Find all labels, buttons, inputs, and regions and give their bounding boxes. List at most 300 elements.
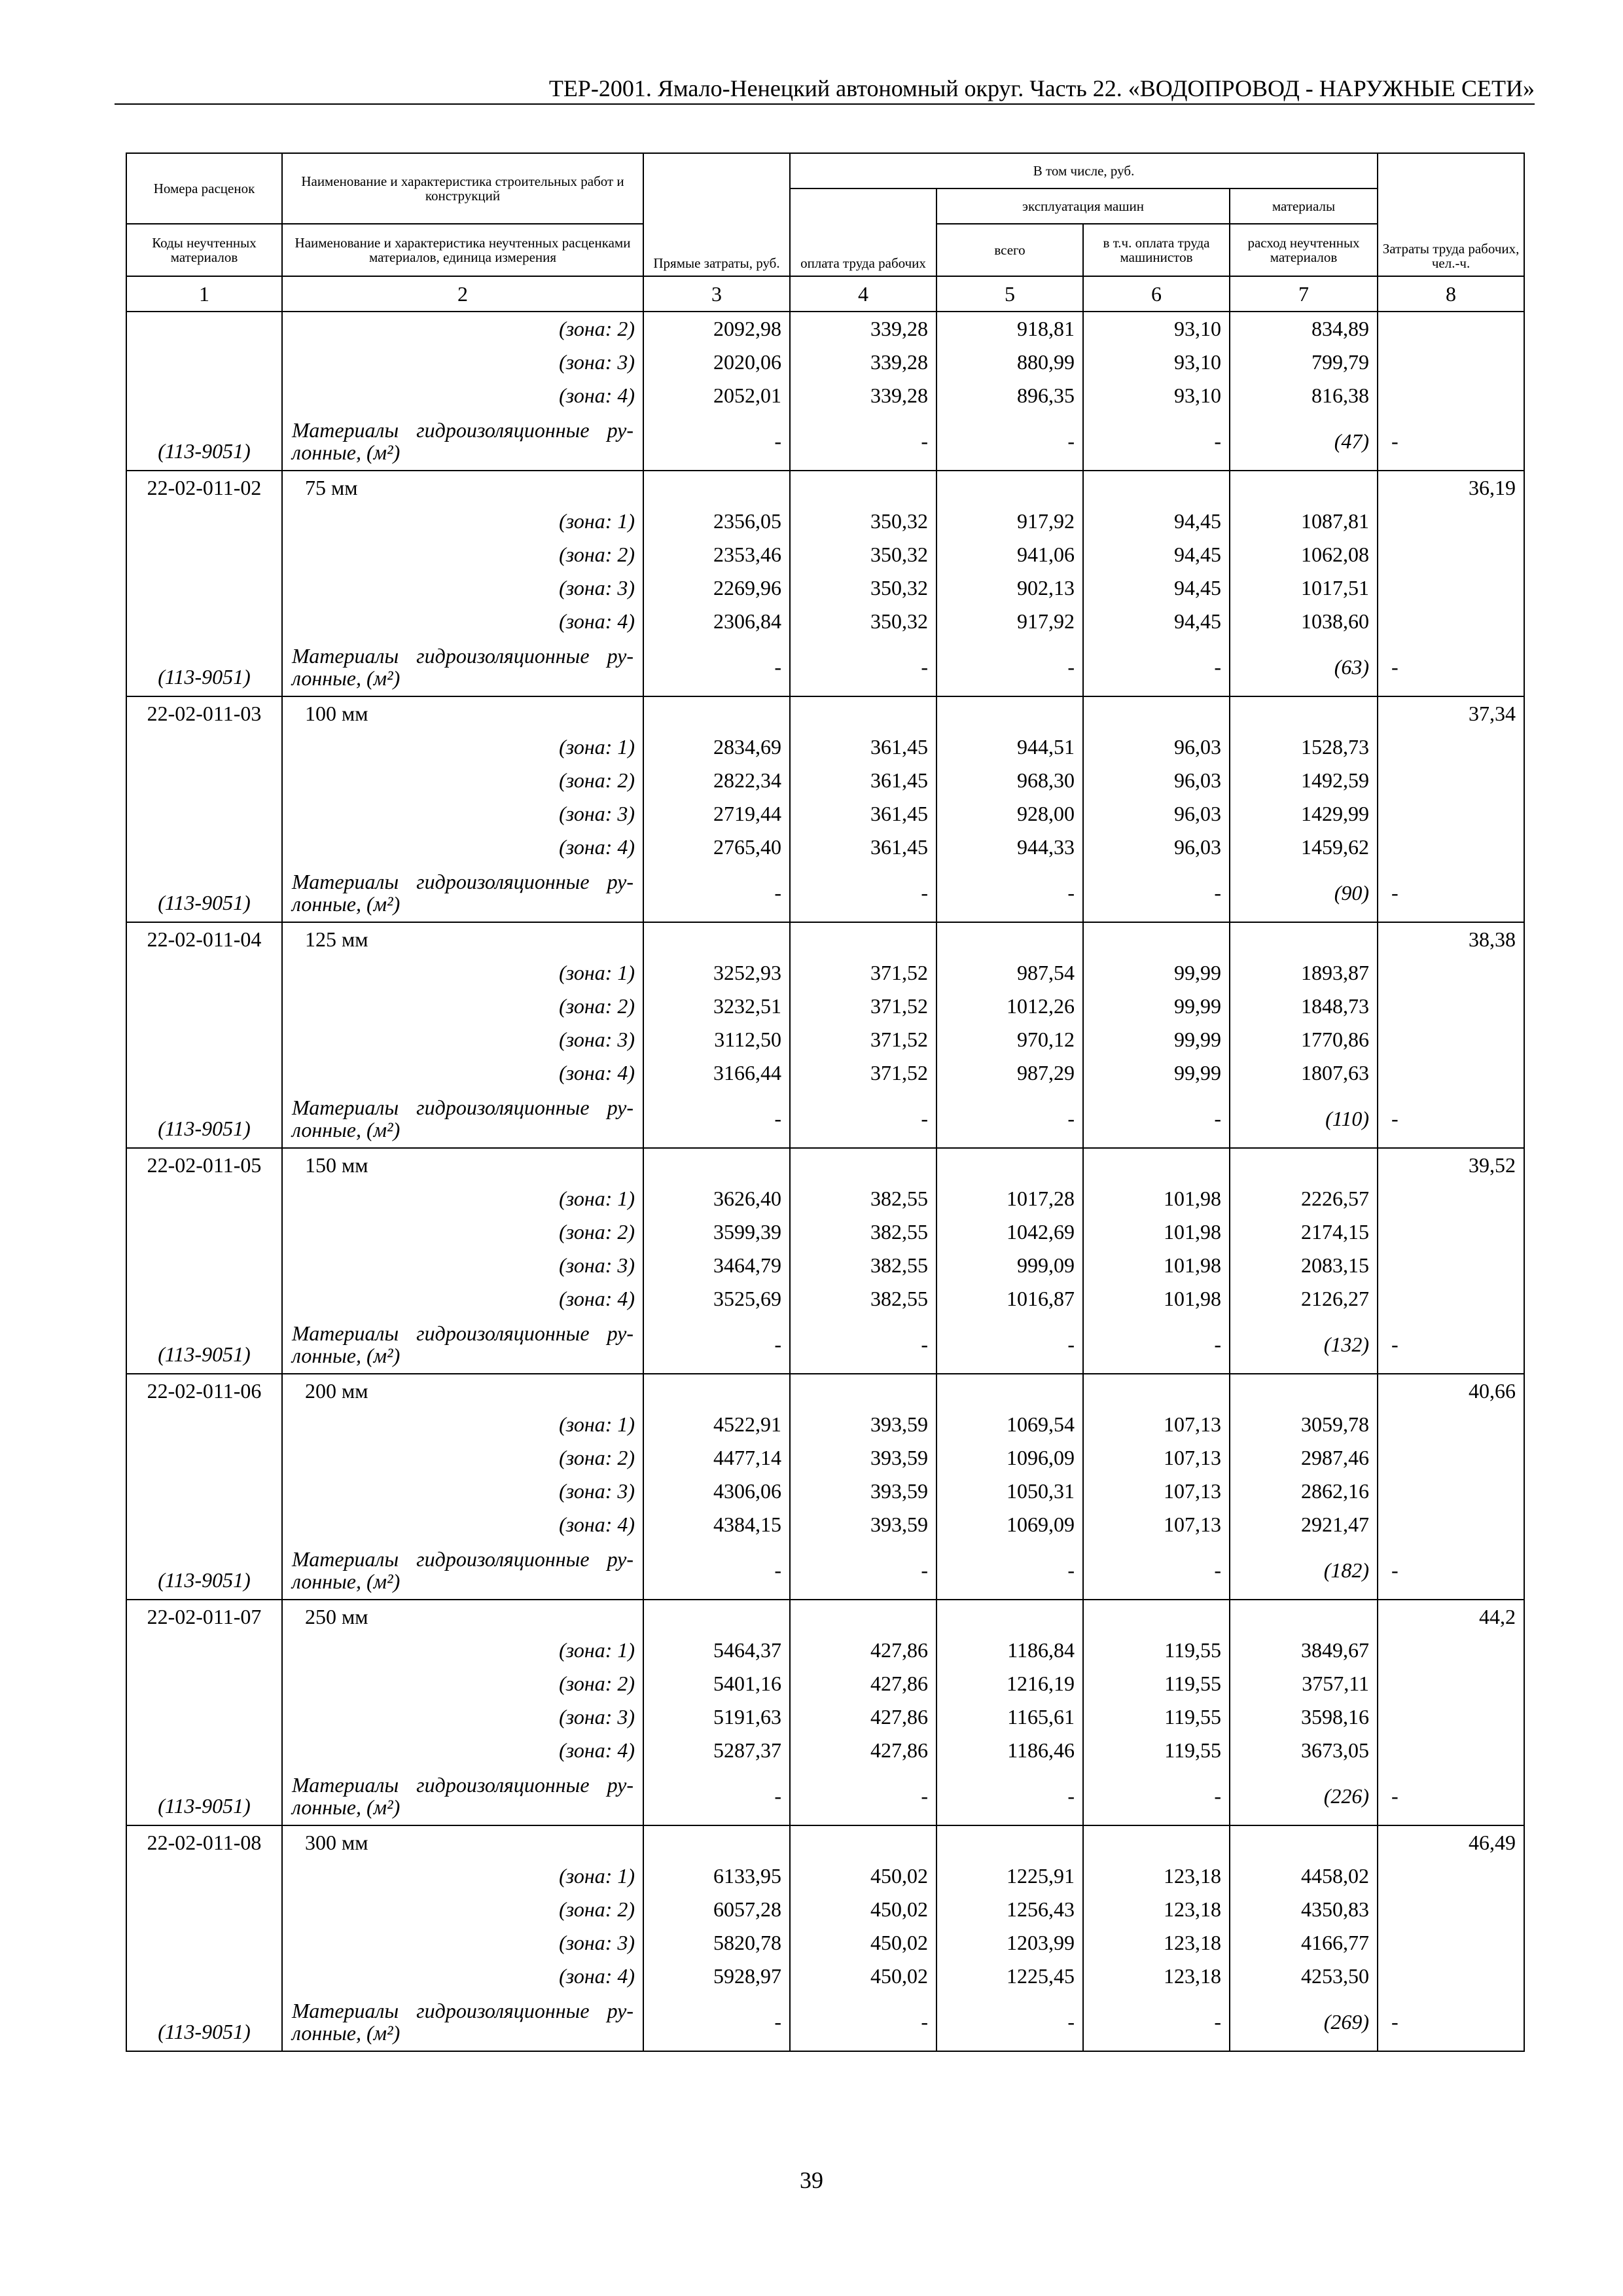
direct-costs-dash: - — [643, 1316, 790, 1374]
empty-cell — [1378, 1859, 1524, 1893]
zone-label: (зона: 1) — [282, 1408, 643, 1441]
material-name-word: ру- — [607, 644, 633, 668]
zone-row — [126, 1634, 1524, 1667]
header-materials: материалы — [1230, 188, 1378, 224]
material-row — [126, 1541, 1524, 1600]
empty-cell — [126, 379, 282, 412]
materials-cost: 1893,87 — [1230, 956, 1378, 990]
machinist-wage: 93,10 — [1083, 346, 1230, 379]
rate-name: 100 мм — [282, 696, 643, 730]
empty-cell — [126, 797, 282, 831]
zone-label: (зона: 3) — [282, 1023, 643, 1056]
material-name-word: ру- — [607, 1773, 633, 1797]
wage-cost: 371,52 — [790, 1023, 936, 1056]
material-quantity: (63) — [1230, 638, 1378, 696]
machines-total: 987,54 — [936, 956, 1083, 990]
machines-total: 1069,54 — [936, 1408, 1083, 1441]
zone-row — [126, 1508, 1524, 1541]
material-name — [282, 412, 643, 471]
machines-total: 902,13 — [936, 571, 1083, 605]
rate-name: 75 мм — [282, 471, 643, 505]
empty-cell — [126, 1182, 282, 1215]
material-name-word: гидроизоляционные — [416, 1773, 590, 1797]
empty-cell — [790, 696, 936, 730]
material-name-word: гидроизоляционные — [416, 644, 590, 668]
zone-row — [126, 797, 1524, 831]
rate-code: 22-02-011-04 — [126, 922, 282, 956]
zone-row — [126, 1408, 1524, 1441]
wage-cost: 361,45 — [790, 764, 936, 797]
empty-cell — [1083, 922, 1230, 956]
material-row — [126, 1090, 1524, 1148]
empty-cell — [126, 312, 282, 346]
direct-costs: 3525,69 — [643, 1282, 790, 1316]
wage-cost: 361,45 — [790, 831, 936, 864]
zone-row — [126, 505, 1524, 538]
machines-total: 917,92 — [936, 505, 1083, 538]
labor-cost: 38,38 — [1378, 922, 1524, 956]
machinist-wage: 107,13 — [1083, 1508, 1230, 1541]
empty-cell — [1378, 1960, 1524, 1993]
empty-cell — [126, 1926, 282, 1960]
materials-cost: 1492,59 — [1230, 764, 1378, 797]
table-header — [126, 153, 1524, 312]
empty-cell — [790, 1374, 936, 1408]
material-quantity: (110) — [1230, 1090, 1378, 1148]
machinist-wage: 123,18 — [1083, 1859, 1230, 1893]
empty-cell — [1230, 471, 1378, 505]
material-name-line: лонные, (м²) — [292, 1795, 401, 1819]
wage-cost: 393,59 — [790, 1441, 936, 1475]
machines-total: 1017,28 — [936, 1182, 1083, 1215]
empty-cell — [1378, 1634, 1524, 1667]
empty-cell — [1378, 1408, 1524, 1441]
direct-costs-dash: - — [643, 412, 790, 471]
document-title: ТЕР-2001. Ямало-Ненецкий автономный округ. Часть 22. «ВОДОПРОВОД - НАРУЖНЫЕ СЕТИ» — [548, 75, 1535, 101]
material-name — [282, 1541, 643, 1600]
header-direct-costs: Прямые затраты, руб. — [643, 153, 790, 276]
machines-total: 999,09 — [936, 1249, 1083, 1282]
zone-label: (зона: 4) — [282, 1056, 643, 1090]
labor-cost: 39,52 — [1378, 1148, 1524, 1182]
zone-row — [126, 990, 1524, 1023]
wage-cost: 393,59 — [790, 1408, 936, 1441]
rate-code: 22-02-011-05 — [126, 1148, 282, 1182]
zone-label: (зона: 1) — [282, 956, 643, 990]
empty-cell — [643, 471, 790, 505]
zone-label: (зона: 3) — [282, 571, 643, 605]
empty-cell — [936, 1148, 1083, 1182]
machines-dash: - — [936, 1541, 1083, 1600]
materials-cost: 1038,60 — [1230, 605, 1378, 638]
empty-cell — [790, 471, 936, 505]
wage-cost: 350,32 — [790, 505, 936, 538]
header-material-names: Наименование и характеристика неучтенных расценками материалов, единица измерения — [282, 224, 643, 276]
empty-cell — [126, 730, 282, 764]
machinist-wage: 101,98 — [1083, 1249, 1230, 1282]
empty-cell — [1378, 956, 1524, 990]
materials-cost: 3673,05 — [1230, 1734, 1378, 1767]
rate-name: 150 мм — [282, 1148, 643, 1182]
empty-cell — [1230, 1148, 1378, 1182]
empty-cell — [126, 346, 282, 379]
wage-cost: 393,59 — [790, 1475, 936, 1508]
machines-total: 970,12 — [936, 1023, 1083, 1056]
empty-cell — [126, 1508, 282, 1541]
zone-label: (зона: 4) — [282, 1282, 643, 1316]
empty-cell — [1083, 1148, 1230, 1182]
machinist-wage: 119,55 — [1083, 1734, 1230, 1767]
column-number: 8 — [1378, 276, 1524, 312]
materials-cost: 3598,16 — [1230, 1700, 1378, 1734]
zone-row — [126, 1700, 1524, 1734]
empty-cell — [126, 990, 282, 1023]
empty-cell — [1378, 1700, 1524, 1734]
empty-cell — [126, 1023, 282, 1056]
empty-cell — [643, 1825, 790, 1859]
material-row — [126, 1316, 1524, 1374]
zone-row — [126, 1667, 1524, 1700]
machines-total: 1042,69 — [936, 1215, 1083, 1249]
material-code: (113-9051) — [126, 1541, 282, 1600]
direct-costs-dash: - — [643, 1090, 790, 1148]
wage-cost: 339,28 — [790, 379, 936, 412]
materials-cost: 4458,02 — [1230, 1859, 1378, 1893]
machines-total: 1203,99 — [936, 1926, 1083, 1960]
empty-cell — [936, 922, 1083, 956]
material-name-word: Материалы — [292, 1547, 399, 1571]
machines-total: 968,30 — [936, 764, 1083, 797]
materials-cost: 2987,46 — [1230, 1441, 1378, 1475]
material-name — [282, 638, 643, 696]
material-row — [126, 1767, 1524, 1825]
wage-cost: 371,52 — [790, 956, 936, 990]
empty-cell — [126, 1475, 282, 1508]
labor-cost: 46,49 — [1378, 1825, 1524, 1859]
zone-label: (зона: 4) — [282, 379, 643, 412]
machinist-wage: 93,10 — [1083, 312, 1230, 346]
machines-total: 1186,84 — [936, 1634, 1083, 1667]
empty-cell — [126, 1408, 282, 1441]
material-name-line: лонные, (м²) — [292, 1118, 401, 1141]
wage-dash: - — [790, 412, 936, 471]
empty-cell — [1083, 1374, 1230, 1408]
material-name-word: ру- — [607, 1999, 633, 2022]
materials-cost: 799,79 — [1230, 346, 1378, 379]
rate-name: 250 мм — [282, 1600, 643, 1634]
machinist-wage: 96,03 — [1083, 764, 1230, 797]
zone-row — [126, 346, 1524, 379]
wage-dash: - — [790, 864, 936, 922]
machines-total: 944,33 — [936, 831, 1083, 864]
labor-dash: - — [1378, 1316, 1524, 1374]
direct-costs: 2719,44 — [643, 797, 790, 831]
machines-total: 1096,09 — [936, 1441, 1083, 1475]
empty-cell — [1083, 1825, 1230, 1859]
labor-dash: - — [1378, 412, 1524, 471]
column-number: 2 — [282, 276, 643, 312]
materials-cost: 1087,81 — [1230, 505, 1378, 538]
direct-costs: 6133,95 — [643, 1859, 790, 1893]
machines-dash: - — [936, 1316, 1083, 1374]
zone-label: (зона: 4) — [282, 1508, 643, 1541]
material-name-word: гидроизоляционные — [416, 1321, 590, 1345]
material-name-word: ру- — [607, 870, 633, 893]
labor-dash: - — [1378, 1767, 1524, 1825]
direct-costs: 3252,93 — [643, 956, 790, 990]
machinist-dash: - — [1083, 1767, 1230, 1825]
empty-cell — [126, 505, 282, 538]
material-name-line: лонные, (м²) — [292, 892, 401, 916]
empty-cell — [643, 1148, 790, 1182]
machinist-dash: - — [1083, 1541, 1230, 1600]
zone-label: (зона: 1) — [282, 1859, 643, 1893]
materials-cost: 4253,50 — [1230, 1960, 1378, 1993]
machinist-wage: 101,98 — [1083, 1182, 1230, 1215]
empty-cell — [126, 956, 282, 990]
material-name-word: гидроизоляционные — [416, 1999, 590, 2022]
empty-cell — [643, 696, 790, 730]
machines-dash: - — [936, 1767, 1083, 1825]
wage-cost: 371,52 — [790, 1056, 936, 1090]
empty-cell — [126, 605, 282, 638]
material-code: (113-9051) — [126, 1090, 282, 1148]
rate-title-row — [126, 922, 1524, 956]
material-name-word: ру- — [607, 1321, 633, 1345]
zone-row — [126, 1859, 1524, 1893]
page-header — [115, 71, 1535, 105]
material-name — [282, 1090, 643, 1148]
material-name-word: Материалы — [292, 1096, 399, 1119]
machinist-wage: 123,18 — [1083, 1926, 1230, 1960]
machinist-wage: 96,03 — [1083, 831, 1230, 864]
material-name-word: гидроизоляционные — [416, 1096, 590, 1119]
zone-row — [126, 1282, 1524, 1316]
machinist-wage: 107,13 — [1083, 1475, 1230, 1508]
empty-cell — [126, 571, 282, 605]
machines-total: 1256,43 — [936, 1893, 1083, 1926]
machinist-dash: - — [1083, 412, 1230, 471]
empty-cell — [1378, 538, 1524, 571]
machinist-dash: - — [1083, 864, 1230, 922]
material-name-word: Материалы — [292, 1999, 399, 2022]
machinist-wage: 107,13 — [1083, 1441, 1230, 1475]
material-name-line: лонные, (м²) — [292, 440, 401, 464]
machinist-wage: 123,18 — [1083, 1893, 1230, 1926]
materials-cost: 1770,86 — [1230, 1023, 1378, 1056]
wage-dash: - — [790, 638, 936, 696]
material-name-word: ру- — [607, 418, 633, 442]
machinist-wage: 123,18 — [1083, 1960, 1230, 1993]
empty-cell — [936, 696, 1083, 730]
zone-label: (зона: 2) — [282, 764, 643, 797]
wage-dash: - — [790, 1541, 936, 1600]
material-quantity: (132) — [1230, 1316, 1378, 1374]
machines-dash: - — [936, 638, 1083, 696]
rate-code: 22-02-011-02 — [126, 471, 282, 505]
materials-cost: 3849,67 — [1230, 1634, 1378, 1667]
empty-cell — [1378, 1282, 1524, 1316]
machinist-wage: 93,10 — [1083, 379, 1230, 412]
empty-cell — [790, 1148, 936, 1182]
wage-cost: 427,86 — [790, 1634, 936, 1667]
empty-cell — [126, 1667, 282, 1700]
materials-cost: 2921,47 — [1230, 1508, 1378, 1541]
empty-cell — [1378, 1249, 1524, 1282]
table-body — [126, 312, 1524, 2051]
wage-cost: 450,02 — [790, 1893, 936, 1926]
zone-label: (зона: 3) — [282, 1249, 643, 1282]
wage-dash: - — [790, 1767, 936, 1825]
empty-cell — [790, 1825, 936, 1859]
zone-label: (зона: 2) — [282, 1893, 643, 1926]
zone-row — [126, 1441, 1524, 1475]
wage-cost: 382,55 — [790, 1282, 936, 1316]
zone-label: (зона: 3) — [282, 1700, 643, 1734]
labor-dash: - — [1378, 864, 1524, 922]
direct-costs: 2356,05 — [643, 505, 790, 538]
machines-dash: - — [936, 1090, 1083, 1148]
direct-costs: 3166,44 — [643, 1056, 790, 1090]
material-name-word: Материалы — [292, 1773, 399, 1797]
rate-name: 125 мм — [282, 922, 643, 956]
machines-dash: - — [936, 1993, 1083, 2051]
labor-dash: - — [1378, 638, 1524, 696]
machinist-wage: 99,99 — [1083, 1056, 1230, 1090]
empty-cell — [1378, 764, 1524, 797]
zone-row — [126, 1475, 1524, 1508]
zone-label: (зона: 4) — [282, 1960, 643, 1993]
materials-cost: 4166,77 — [1230, 1926, 1378, 1960]
material-name-word: ру- — [607, 1096, 633, 1119]
material-quantity: (47) — [1230, 412, 1378, 471]
materials-cost: 1459,62 — [1230, 831, 1378, 864]
empty-cell — [936, 471, 1083, 505]
rate-code: 22-02-011-03 — [126, 696, 282, 730]
machinist-wage: 119,55 — [1083, 1634, 1230, 1667]
machines-total: 928,00 — [936, 797, 1083, 831]
direct-costs-dash: - — [643, 1993, 790, 2051]
rate-title-row — [126, 1600, 1524, 1634]
zone-row — [126, 1249, 1524, 1282]
zone-row — [126, 1023, 1524, 1056]
direct-costs-dash: - — [643, 638, 790, 696]
wage-cost: 427,86 — [790, 1667, 936, 1700]
rate-title-row — [126, 1825, 1524, 1859]
zone-row — [126, 571, 1524, 605]
machines-total: 987,29 — [936, 1056, 1083, 1090]
rate-title-row — [126, 1148, 1524, 1182]
material-code: (113-9051) — [126, 864, 282, 922]
zone-label: (зона: 4) — [282, 605, 643, 638]
materials-cost: 2174,15 — [1230, 1215, 1378, 1249]
wage-cost: 350,32 — [790, 538, 936, 571]
header-machines: эксплуатация машин — [936, 188, 1230, 224]
zone-label: (зона: 2) — [282, 1441, 643, 1475]
wage-cost: 382,55 — [790, 1249, 936, 1282]
empty-cell — [126, 1893, 282, 1926]
direct-costs: 3464,79 — [643, 1249, 790, 1282]
machines-total: 1069,09 — [936, 1508, 1083, 1541]
machinist-wage: 101,98 — [1083, 1215, 1230, 1249]
zone-label: (зона: 3) — [282, 1926, 643, 1960]
material-row — [126, 1993, 1524, 2051]
machines-total: 1216,19 — [936, 1667, 1083, 1700]
material-code: (113-9051) — [126, 1316, 282, 1374]
machinist-dash: - — [1083, 1316, 1230, 1374]
empty-cell — [790, 1600, 936, 1634]
materials-cost: 1017,51 — [1230, 571, 1378, 605]
empty-cell — [126, 538, 282, 571]
zone-label: (зона: 2) — [282, 990, 643, 1023]
material-name — [282, 1993, 643, 2051]
empty-cell — [126, 1056, 282, 1090]
zone-label: (зона: 1) — [282, 1634, 643, 1667]
zone-label: (зона: 3) — [282, 346, 643, 379]
machinist-wage: 94,45 — [1083, 605, 1230, 638]
machinist-wage: 119,55 — [1083, 1667, 1230, 1700]
direct-costs: 3112,50 — [643, 1023, 790, 1056]
empty-cell — [1378, 1667, 1524, 1700]
header-wage: оплата труда рабочих — [790, 188, 936, 276]
direct-costs: 2822,34 — [643, 764, 790, 797]
zone-label: (зона: 3) — [282, 797, 643, 831]
empty-cell — [1378, 1893, 1524, 1926]
empty-cell — [126, 1441, 282, 1475]
rate-code: 22-02-011-08 — [126, 1825, 282, 1859]
machinist-wage: 96,03 — [1083, 797, 1230, 831]
materials-cost: 1807,63 — [1230, 1056, 1378, 1090]
wage-cost: 450,02 — [790, 1859, 936, 1893]
empty-cell — [126, 1282, 282, 1316]
direct-costs: 3626,40 — [643, 1182, 790, 1215]
direct-costs: 2834,69 — [643, 730, 790, 764]
empty-cell — [126, 1634, 282, 1667]
wage-cost: 450,02 — [790, 1960, 936, 1993]
material-name-word: Материалы — [292, 418, 399, 442]
empty-cell — [1378, 1215, 1524, 1249]
wage-cost: 450,02 — [790, 1926, 936, 1960]
zone-label: (зона: 2) — [282, 312, 643, 346]
empty-cell — [1378, 571, 1524, 605]
material-name-word: гидроизоляционные — [416, 418, 590, 442]
machines-total: 944,51 — [936, 730, 1083, 764]
wage-cost: 427,86 — [790, 1734, 936, 1767]
empty-cell — [1378, 312, 1524, 346]
header-material-codes: Коды неучтенных материалов — [126, 224, 282, 276]
machinist-wage: 94,45 — [1083, 538, 1230, 571]
column-number: 5 — [936, 276, 1083, 312]
machinist-dash: - — [1083, 1993, 1230, 2051]
header-machines-total: всего — [936, 224, 1083, 276]
machinist-wage: 99,99 — [1083, 1023, 1230, 1056]
empty-cell — [1378, 1475, 1524, 1508]
empty-cell — [936, 1600, 1083, 1634]
rate-code: 22-02-011-06 — [126, 1374, 282, 1408]
machines-dash: - — [936, 864, 1083, 922]
labor-dash: - — [1378, 1090, 1524, 1148]
direct-costs: 5401,16 — [643, 1667, 790, 1700]
column-number: 3 — [643, 276, 790, 312]
empty-cell — [126, 1215, 282, 1249]
machines-total: 1225,45 — [936, 1960, 1083, 1993]
materials-cost: 4350,83 — [1230, 1893, 1378, 1926]
empty-cell — [1378, 1182, 1524, 1215]
zone-label: (зона: 1) — [282, 730, 643, 764]
direct-costs: 5820,78 — [643, 1926, 790, 1960]
empty-cell — [1230, 696, 1378, 730]
header-work-name: Наименование и характеристика строительных работ и конструкций — [282, 153, 643, 224]
